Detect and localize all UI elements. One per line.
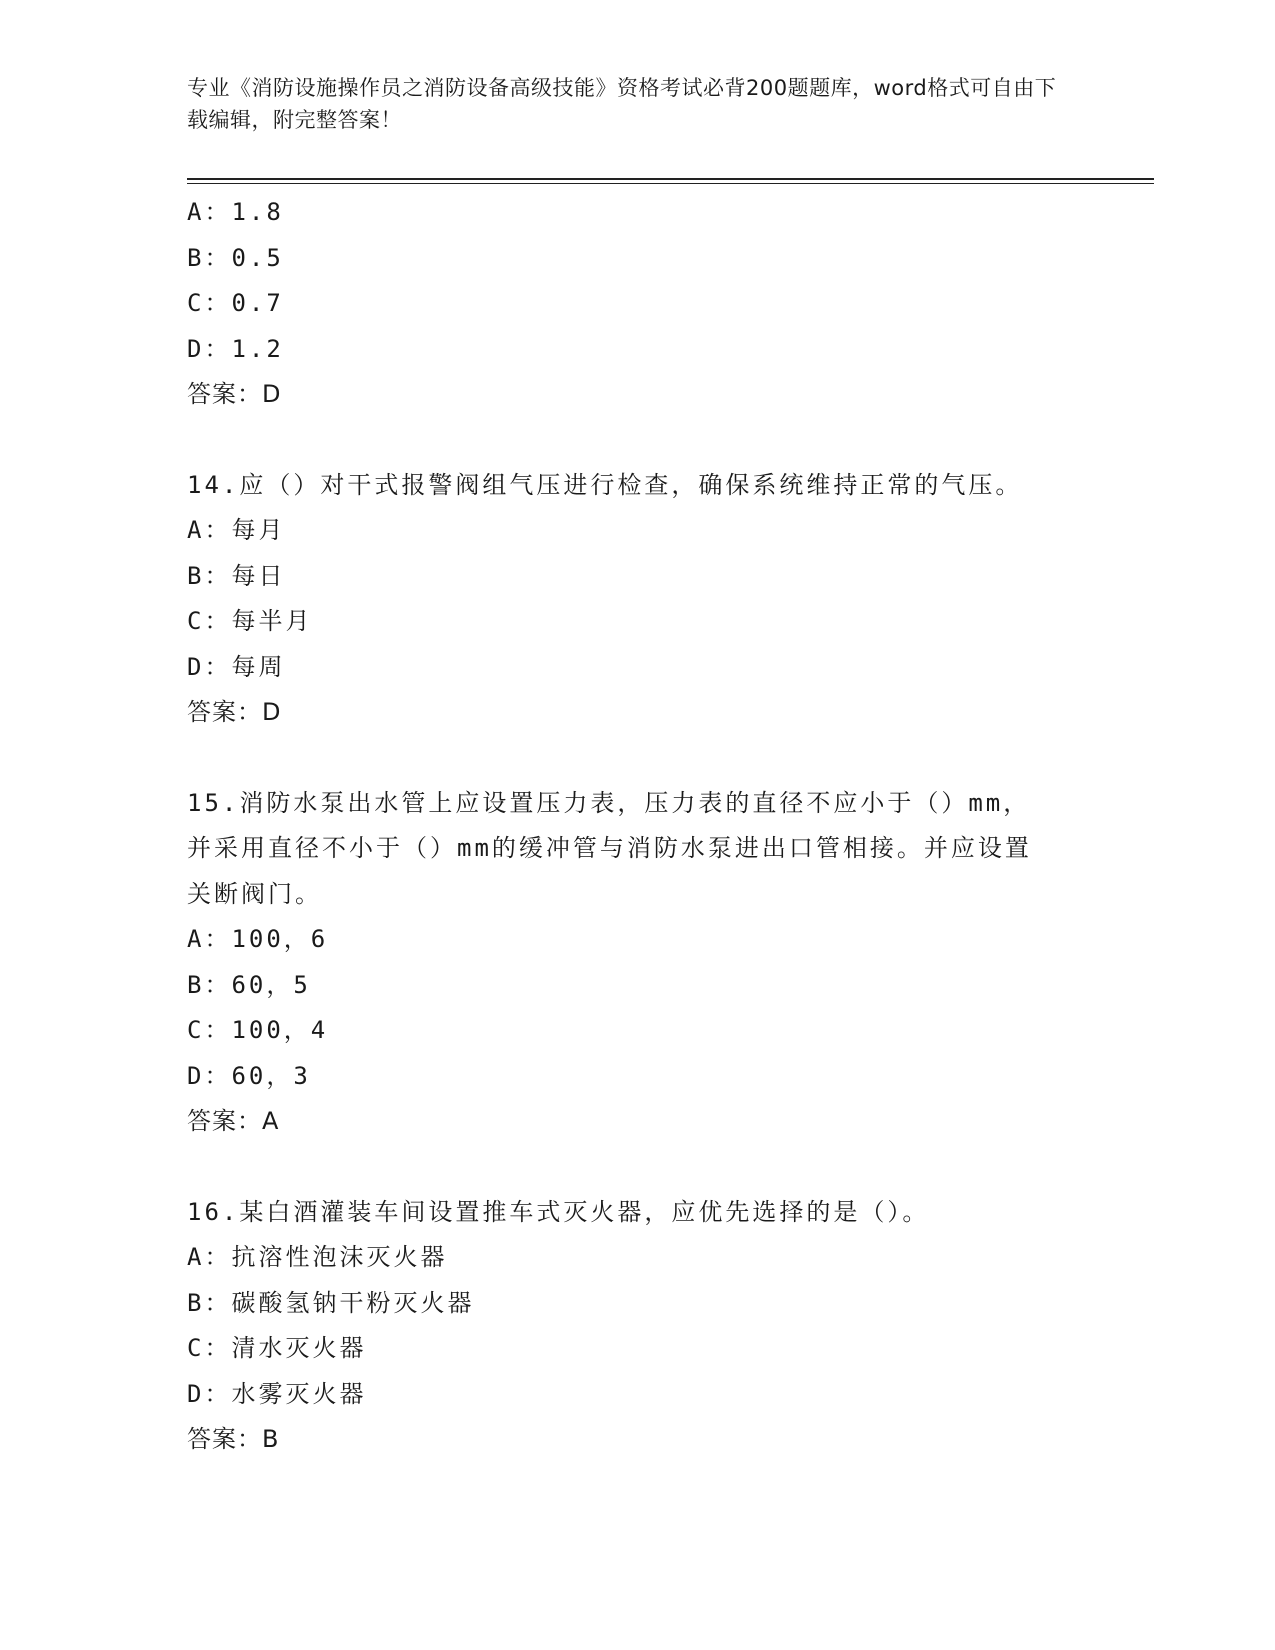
- option-b: B：每日: [187, 561, 286, 590]
- option-a: A：1.8: [187, 198, 284, 226]
- option-b: B：碳酸氢钠干粉灭火器: [187, 1288, 475, 1317]
- answer-line: 答案：B: [187, 1425, 280, 1453]
- question-block: [187, 463, 1087, 736]
- question-list: [187, 190, 1087, 1463]
- answer-line: 答案：A: [187, 1107, 280, 1135]
- option-c: C：100，4: [187, 1016, 329, 1044]
- option-d: D：每周: [187, 652, 286, 681]
- question-text: 15.消防水泵出水管上应设置压力表，压力表的直径不应小于（）mm，并采用直径不小于（）mm的缓冲管与消防水泵进出口管相接。并应设置关断阀门。: [187, 788, 1032, 908]
- header-divider-thin: [187, 183, 1154, 184]
- option-c: C：0.7: [187, 289, 284, 317]
- option-d: D：水雾灭火器: [187, 1379, 367, 1408]
- option-b: B：0.5: [187, 243, 284, 272]
- option-c: C：每半月: [187, 607, 313, 635]
- answer-line: 答案：D: [187, 380, 282, 408]
- question-block: [187, 1190, 1087, 1463]
- option-b: B：60，5: [187, 970, 311, 999]
- spacer: [187, 1145, 1087, 1190]
- question-text: 16.某白酒灌装车间设置推车式灭火器，应优先选择的是（）。: [187, 1197, 930, 1226]
- question-text: 14.应（）对干式报警阀组气压进行检查，确保系统维持正常的气压。: [187, 470, 1023, 499]
- header-divider-thick: [187, 178, 1154, 180]
- option-a: A：100，6: [187, 925, 329, 953]
- option-a: A：抗溶性泡沫灭火器: [187, 1243, 448, 1271]
- option-a: A：每月: [187, 516, 286, 544]
- option-c: C：清水灭火器: [187, 1334, 367, 1362]
- spacer: [187, 418, 1087, 463]
- question-block: [187, 781, 1087, 1145]
- document-header: 专业《消防设施操作员之消防设备高级技能》资格考试必背200题题库，word格式可自由下载编辑，附完整答案！: [187, 76, 1057, 132]
- option-d: D：60，3: [187, 1061, 311, 1090]
- question-block: [187, 190, 1087, 418]
- spacer: [187, 736, 1087, 781]
- answer-line: 答案：D: [187, 698, 282, 726]
- option-d: D：1.2: [187, 334, 284, 363]
